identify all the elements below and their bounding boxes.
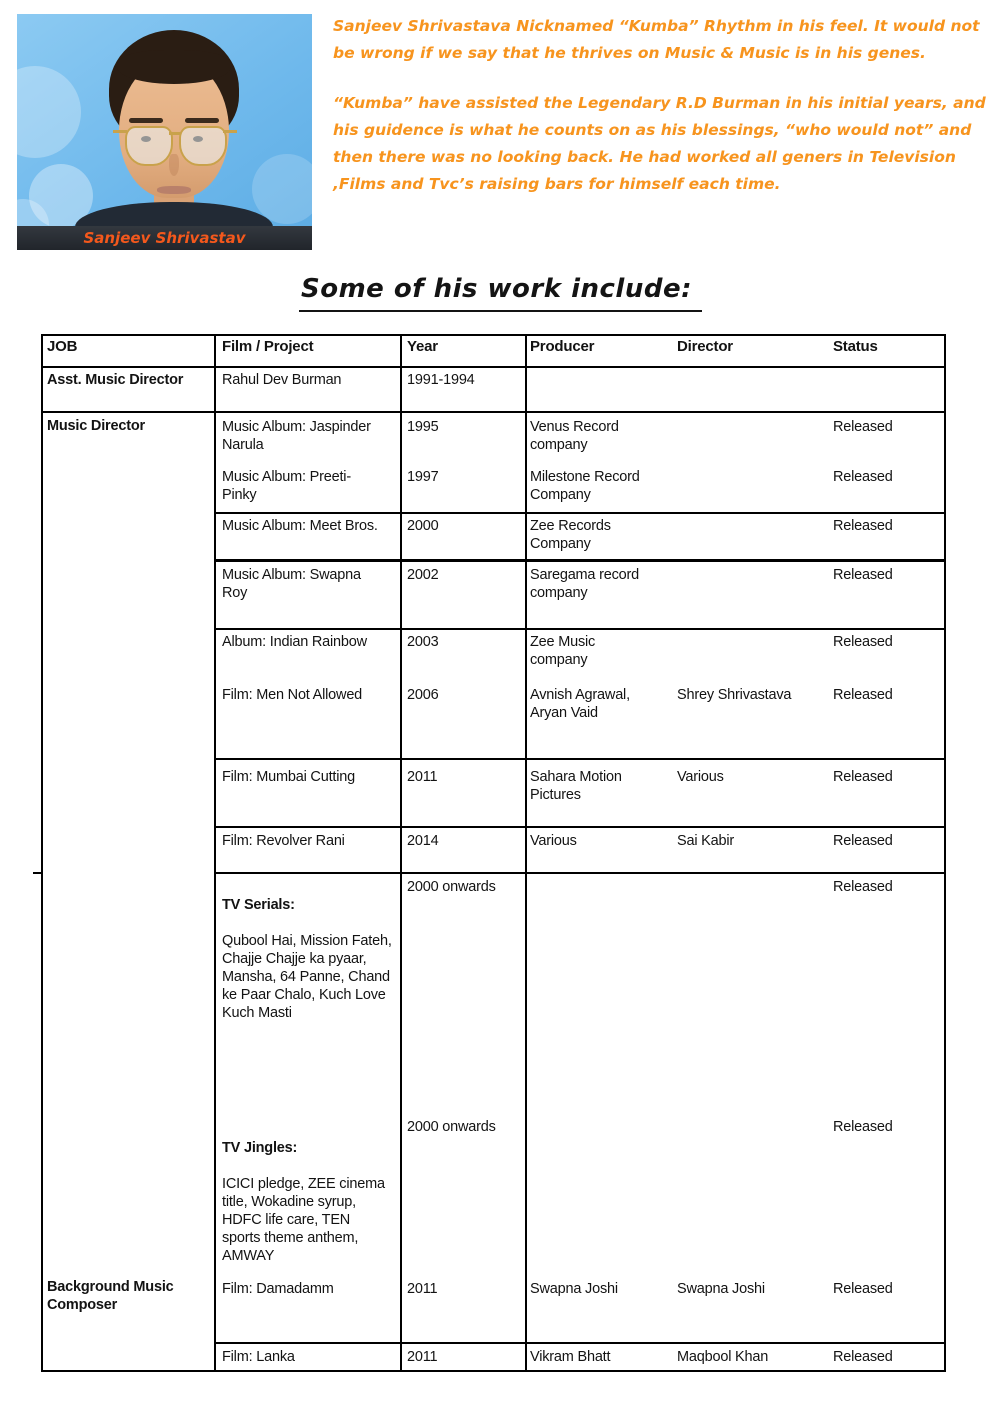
header-director: Director xyxy=(677,338,733,355)
table-cell-status: Released xyxy=(833,518,893,534)
table-line-lanka xyxy=(214,1342,946,1344)
table-cell-year: 2011 xyxy=(407,1349,438,1365)
bokeh-circle xyxy=(17,66,81,158)
table-cell-film: Music Album: Swapna Roy xyxy=(222,567,361,601)
table-cell-status: Released xyxy=(833,567,893,583)
header-film: Film / Project xyxy=(222,338,314,355)
table-cell-film: Music Album: Meet Bros. xyxy=(222,518,378,534)
table-cell-film: Film: Lanka xyxy=(222,1349,295,1365)
table-cell-film: Film: Damadamm xyxy=(222,1281,334,1297)
job-music-director: Music Director xyxy=(47,418,145,434)
table-cell-year: 2000 onwards xyxy=(407,1119,496,1135)
table-line-revolver xyxy=(214,826,946,828)
table-cell-film-group: TV Jingles: xyxy=(222,1140,298,1156)
table-cell-producer: Swapna Joshi xyxy=(530,1281,618,1297)
portrait-lips xyxy=(157,186,191,194)
portrait-eyebrow xyxy=(185,118,219,123)
table-cell-year: 2000 onwards xyxy=(407,879,496,895)
table-cell-year: 1997 xyxy=(407,469,439,485)
table-cell-director: Sai Kabir xyxy=(677,833,735,849)
intro-paragraph-1: Sanjeev Shrivastava Nicknamed “Kumba” Rhythm in his feel. It would not be wrong if we say that he thrives on Music & Music is in his genes. xyxy=(333,17,980,62)
table-cell-producer: Vikram Bhatt xyxy=(530,1349,611,1365)
table-cell-year: 2011 xyxy=(407,1281,438,1297)
table-cell-film-list: ICICI pledge, ZEE cinema title, Wokadine syrup, HDFC life care, TEN sports theme anthem, AMWAY xyxy=(222,1176,385,1264)
table-cell-film: Album: Indian Rainbow xyxy=(222,634,367,650)
table-split-tick xyxy=(33,872,43,874)
table-cell-film: Music Album: Preeti-Pinky xyxy=(222,469,351,503)
table-cell-status: Released xyxy=(833,634,893,650)
table-line-thick xyxy=(214,559,946,562)
table-cell-year: 1995 xyxy=(407,419,439,435)
table-cell-producer: Saregama record company xyxy=(530,567,640,601)
table-cell-year: 1991-1994 xyxy=(407,372,475,388)
table-cell-producer: Milestone Record Company xyxy=(530,469,640,503)
table-cell-producer: Venus Record company xyxy=(530,419,619,453)
table-cell-director: Shrey Shrivastava xyxy=(677,687,792,703)
header-year: Year xyxy=(407,338,438,355)
table-line-mumbai xyxy=(214,758,946,760)
table-line-asst xyxy=(41,411,946,413)
section-title: Some of his work include: xyxy=(299,274,702,312)
portrait-photo xyxy=(17,14,312,250)
job-background-music-composer: Background Music Composer xyxy=(47,1279,174,1313)
table-cell-film: Film: Revolver Rani xyxy=(222,833,345,849)
table-cell-film: Rahul Dev Burman xyxy=(222,372,342,388)
table-cell-status: Released xyxy=(833,1349,893,1365)
job-asst-music-director: Asst. Music Director xyxy=(47,372,184,388)
table-cell-status: Released xyxy=(833,469,893,485)
table-cell-producer: Zee Records Company xyxy=(530,518,611,552)
table-cell-year: 2003 xyxy=(407,634,439,650)
table-border-right xyxy=(944,334,946,1372)
table-cell-producer: Various xyxy=(530,833,577,849)
table-line-header xyxy=(41,366,946,368)
table-cell-year: 2002 xyxy=(407,567,439,583)
table-cell-status: Released xyxy=(833,419,893,435)
table-cell-film-group: TV Serials: xyxy=(222,897,295,913)
table-cell-status: Released xyxy=(833,879,893,895)
table-line-tvserials xyxy=(214,872,946,874)
glasses-temple xyxy=(223,130,237,133)
header-producer: Producer xyxy=(530,338,595,355)
table-cell-status: Released xyxy=(833,1281,893,1297)
table-line-meetbros xyxy=(214,512,946,514)
portrait-hair-fringe xyxy=(117,50,231,84)
portrait-eyebrow xyxy=(129,118,163,123)
glasses-temple xyxy=(113,130,127,133)
table-cell-year: 2014 xyxy=(407,833,439,849)
table-border-top xyxy=(41,334,946,336)
table-cell-film: Film: Mumbai Cutting xyxy=(222,769,355,785)
table-border-col-producer xyxy=(525,334,527,1372)
table-border-col-film xyxy=(214,334,216,1372)
table-cell-director: Various xyxy=(677,769,724,785)
photo-caption-bar xyxy=(17,226,312,250)
table-cell-producer: Zee Music company xyxy=(530,634,596,668)
intro-text-block xyxy=(333,13,991,221)
table-cell-producer: Sahara Motion Pictures xyxy=(530,769,622,803)
table-cell-year: 2011 xyxy=(407,769,438,785)
table-cell-status: Released xyxy=(833,687,893,703)
table-cell-status: Released xyxy=(833,769,893,785)
portrait-nose xyxy=(169,154,179,176)
table-cell-director: Maqbool Khan xyxy=(677,1349,769,1365)
table-line-rainbow xyxy=(214,628,946,630)
header-status: Status xyxy=(833,338,878,355)
table-cell-year: 2006 xyxy=(407,687,439,703)
glasses-right-lens xyxy=(179,126,227,166)
table-cell-film: Film: Men Not Allowed xyxy=(222,687,363,703)
table-border-col-year xyxy=(400,334,402,1372)
table-cell-film-list: Qubool Hai, Mission Fateh, Chajje Chajje ka pyaar, Mansha, 64 Panne, Chand ke Paar Chalo, Kuch Love Kuch Masti xyxy=(222,933,392,1021)
bokeh-circle xyxy=(252,154,312,224)
table-border-left xyxy=(41,334,43,1372)
table-cell-year: 2000 xyxy=(407,518,439,534)
table-border-bottom xyxy=(41,1370,946,1372)
table-cell-status: Released xyxy=(833,833,893,849)
photo-caption: Sanjeev Shrivastav xyxy=(83,229,246,247)
header-job: JOB xyxy=(47,338,78,355)
intro-paragraph-2: “Kumba” have assisted the Legendary R.D Burman in his initial years, and his guidence is what he counts on as his blessings, “who would not” and then there was no looking back. He had worked all geners in Television ,Films and Tvc’s raising bars for himself each time. xyxy=(333,94,986,193)
glasses-bridge xyxy=(169,132,181,135)
table-cell-producer: Avnish Agrawal, Aryan Vaid xyxy=(530,687,630,721)
table-cell-film: Music Album: Jaspinder Narula xyxy=(222,419,371,453)
table-cell-status: Released xyxy=(833,1119,893,1135)
table-cell-director: Swapna Joshi xyxy=(677,1281,765,1297)
glasses-left-lens xyxy=(125,126,173,166)
